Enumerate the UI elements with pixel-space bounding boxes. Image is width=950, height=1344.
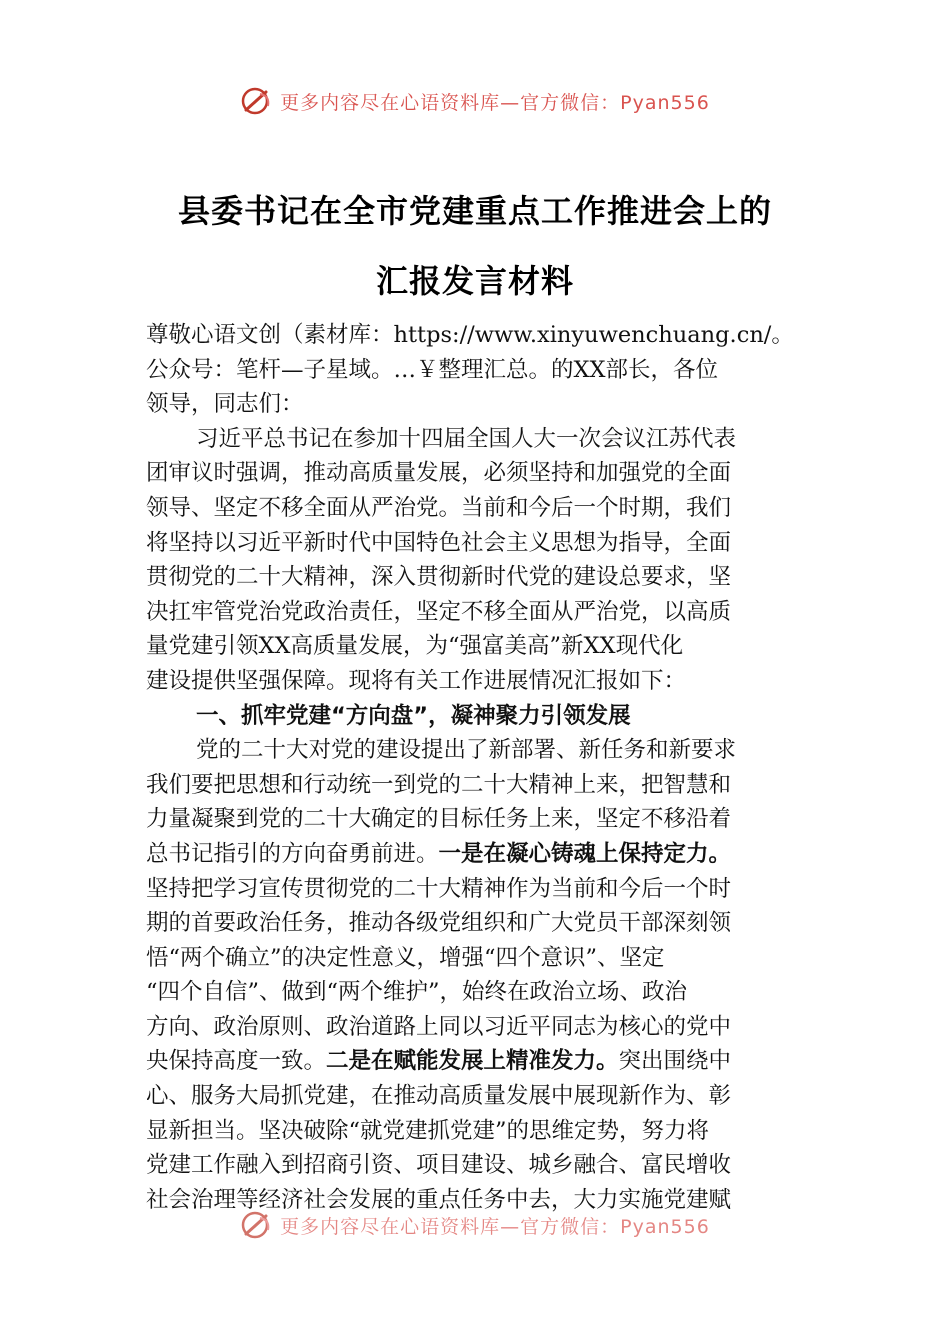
text-line: 领导，同志们：	[146, 391, 304, 418]
text-line: 建设提供坚强保障。现将有关工作进展情况汇报如下：	[146, 667, 687, 694]
text-line: 公众号：笔杆—子星域。…￥整理汇总。的XX部长，各位	[146, 356, 719, 383]
text-line: 贯彻党的二十大精神，深入贯彻新时代党的建设总要求，坚	[146, 564, 732, 591]
text-line: 量党建引领XX高质量发展，为“强富美高”新XX现代化	[146, 633, 684, 660]
text-line: 悟“两个确立”的决定性意义，增强“四个意识”、坚定	[146, 944, 665, 971]
document-title-line-2: 汇报发言材料	[375, 262, 574, 300]
text-line: 尊敬心语文创（素材库：https://www.xinyuwenchuang.cn/。	[146, 322, 794, 348]
watermark-logo-icon	[240, 86, 274, 116]
text-line: 央保持高度一致。 二是在赋能发展上精准发力。 突出围绕中	[146, 1044, 806, 1079]
bold-lead-2: 二是在赋能发展上精准发力。	[326, 1048, 619, 1075]
text-line: 决扛牢管党治党政治责任，坚定不移全面从严治党，以高质	[146, 598, 732, 625]
watermark-logo-icon	[240, 1210, 274, 1240]
text-line: 显新担当。坚决破除“就党建抓党建”的思维定势，努力将	[146, 1117, 710, 1144]
text-line: “四个自信”、做到“两个维护”，始终在政治立场、政治	[146, 979, 688, 1006]
text-line: 力量凝聚到党的二十大确定的目标任务上来，坚定不移沿着	[146, 806, 732, 833]
text-line: 领导、坚定不移全面从严治党。当前和今后一个时期，我们	[146, 494, 732, 521]
text-line: 党的二十大对党的建设提出了新部署、新任务和新要求	[196, 737, 737, 764]
text-line: 将坚持以习近平新时代中国特色社会主义思想为指导，全面	[146, 529, 732, 556]
text-line: 心、服务大局抓党建，在推动高质量发展中展现新作为、彰	[146, 1083, 732, 1110]
document-body	[146, 318, 806, 1217]
bold-lead-1: 一是在凝心铸魂上保持定力。	[438, 840, 732, 867]
watermark-text: 更多内容尽在心语资料库—官方微信：Pyan556	[280, 91, 710, 114]
text-line: 社会治理等经济社会发展的重点任务中去，大力实施党建赋	[146, 1186, 732, 1213]
text-line: 方向、政治原则、政治道路上同以习近平同志为核心的党中	[146, 1013, 732, 1040]
text-line: 坚持把学习宣传贯彻党的二十大精神作为当前和今后一个时	[146, 875, 732, 902]
text-line: 我们要把思想和行动统一到党的二十大精神上来，把智慧和	[146, 771, 732, 798]
watermark-footer	[0, 1210, 950, 1240]
text-line: 党建工作融入到招商引资、项目建设、城乡融合、富民增收	[146, 1152, 732, 1179]
text-line: 团审议时强调，推动高质量发展，必须坚持和加强党的全面	[146, 460, 732, 487]
text-line: 期的首要政治任务，推动各级党组织和广大党员干部深刻领	[146, 910, 732, 937]
section-heading: 一、抓牢党建“方向盘”，凝神聚力引领发展	[196, 702, 631, 729]
text-line: 习近平总书记在参加十四届全国人大一次会议江苏代表	[196, 425, 737, 452]
watermark-header	[0, 86, 950, 116]
document-title-line-1: 县委书记在全市党建重点工作推进会上的	[177, 192, 772, 230]
watermark-text: 更多内容尽在心语资料库—官方微信：Pyan556	[280, 1215, 710, 1238]
text-line: 总书记指引的方向奋勇前进。 一是在凝心铸魂上保持定力。	[146, 837, 806, 872]
